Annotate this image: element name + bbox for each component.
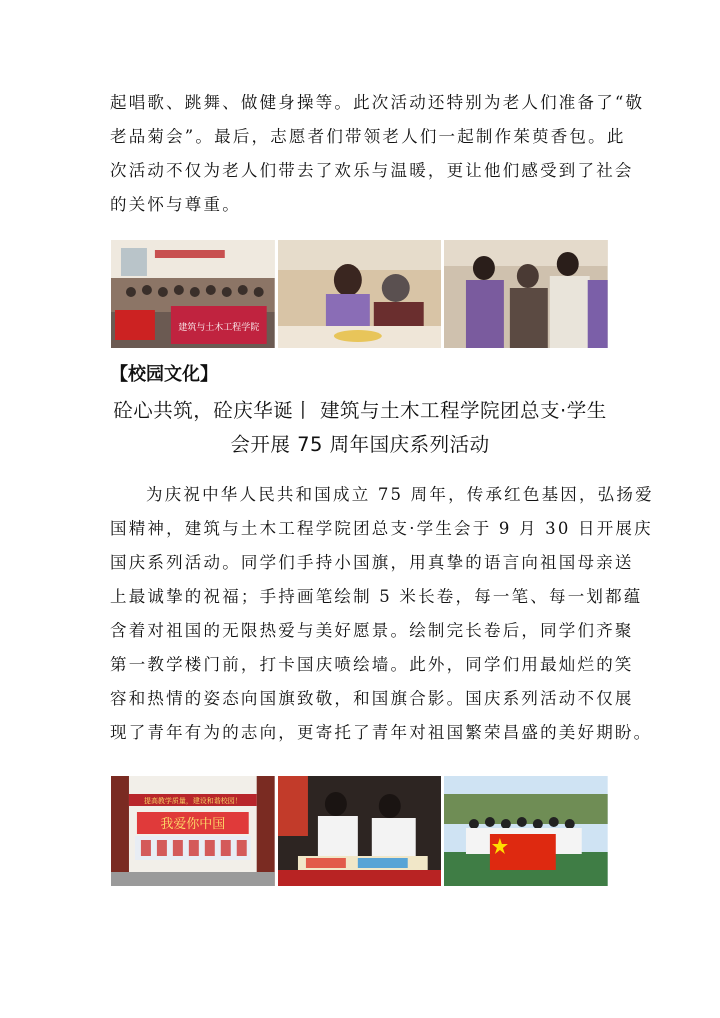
photo-painting-scroll — [278, 776, 442, 886]
slogan-text: 提高教学质量，建设和谐校园！ — [143, 796, 242, 806]
mural-text: 我爱你中国 — [160, 816, 226, 833]
text-line: 起唱歌、跳舞、做健身操等。此次活动还特别为老人们准备了“敬 — [110, 93, 645, 112]
text-line: 的关怀与尊重。 — [110, 195, 241, 214]
photo-making-sachets — [444, 240, 608, 348]
paragraph-national-day — [110, 478, 654, 750]
photo-row-national-day — [111, 776, 608, 886]
text-line: 国庆系列活动。同学们手持小国旗，用真挚的语言向祖国母亲送 — [110, 553, 634, 572]
text-line: 含着对祖国的无限热爱与美好愿景。绘制完长卷后，同学们齐聚 — [110, 621, 634, 640]
paragraph-volunteer-activity — [110, 86, 645, 222]
text-line: 国精神，建筑与土木工程学院团总支·学生会于 9 月 30 日开展庆 — [110, 519, 653, 538]
title-line-1: 砼心共筑，砼庆华诞丨 建筑与土木工程学院团总支·学生 — [113, 399, 607, 422]
text-line: 次活动不仅为老人们带去了欢乐与温暖，更让他们感受到了社会 — [110, 161, 634, 180]
text-line: 第一教学楼门前，打卡国庆喷绘墙。此外，同学们用最灿烂的笑 — [110, 655, 634, 674]
text-line: 上最诚挚的祝福；手持画笔绘制 5 米长卷，每一笔、每一划都蕴 — [110, 587, 643, 606]
banner-text: 建筑与土木工程学院 — [178, 322, 260, 334]
section-tag: 【校园文化】 — [110, 364, 218, 385]
text-line: 为庆祝中华人民共和国成立 75 周年，传承红色基因，弘扬爱 — [146, 485, 654, 504]
text-line: 容和热情的姿态向国旗致敬，和国旗合影。国庆系列活动不仅展 — [110, 689, 634, 708]
photo-volunteer-with-elder — [278, 240, 442, 348]
photo-mural-wall — [111, 776, 275, 886]
photo-row-elderly-activity — [111, 240, 608, 348]
text-line: 老品菊会”。最后，志愿者们带领老人们一起制作茱萸香包。此 — [110, 127, 626, 146]
photo-flag-group — [444, 776, 608, 886]
text-line: 现了青年有为的志向，更寄托了青年对祖国繁荣昌盛的美好期盼。 — [110, 723, 653, 742]
photo-group-banner — [111, 240, 275, 348]
article-title — [100, 394, 620, 462]
title-line-2: 会开展 75 周年国庆系列活动 — [230, 433, 490, 456]
